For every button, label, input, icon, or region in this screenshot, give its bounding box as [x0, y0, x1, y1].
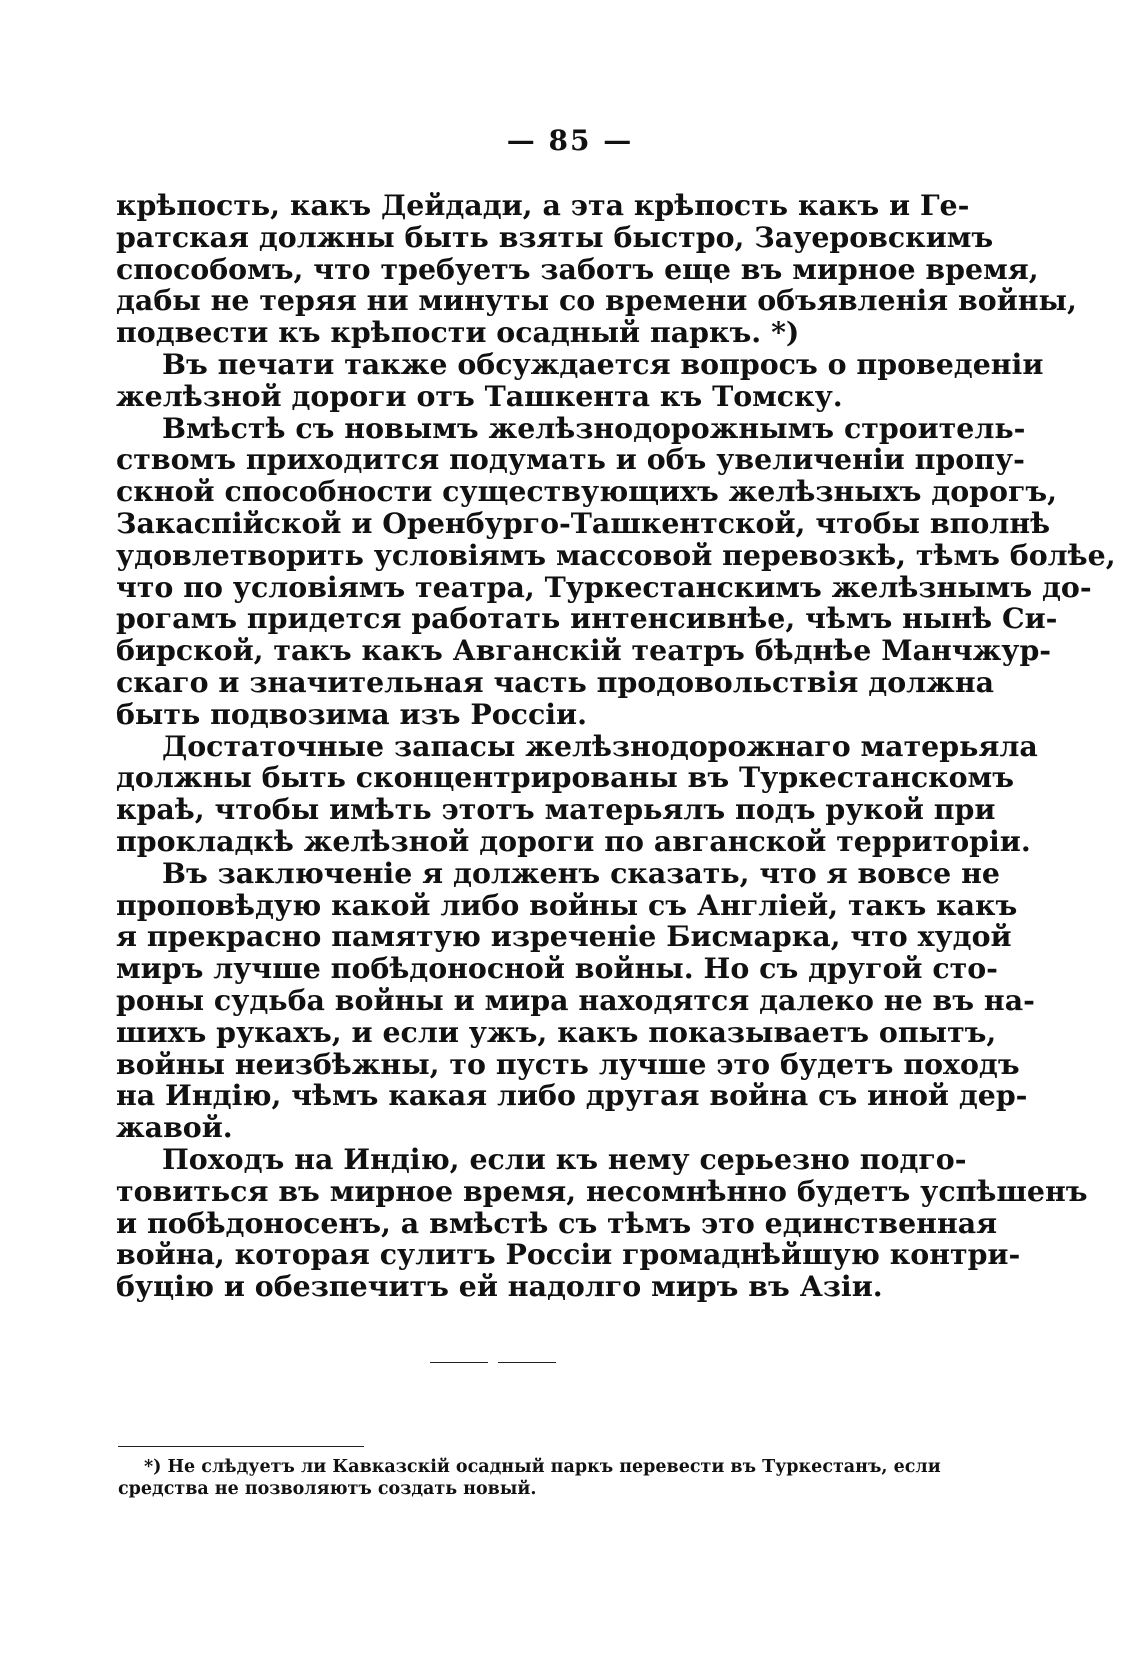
text-line: прокладкѣ желѣзной дороги по авганской территоріи. — [116, 823, 1031, 858]
paragraph-2 — [116, 346, 1044, 413]
text-line: Вмѣстѣ съ новымъ желѣзнодорожнымъ строитель- — [162, 410, 1026, 445]
paragraph-3 — [116, 410, 1116, 731]
text-line: проповѣдую какой либо войны съ Англіей, такъ какъ — [116, 887, 1018, 922]
text-line: бирской, такъ какъ Авганскій театръ бѣднѣе Манчжур- — [116, 633, 1052, 668]
text-line: желѣзной дороги отъ Ташкента къ Томску. — [116, 378, 843, 413]
text-line: что по условіямъ театра, Туркестанскимъ желѣзнымъ до- — [116, 569, 1092, 604]
text-line: скной способности существующихъ желѣзныхъ дорогъ, — [116, 474, 1058, 509]
text-line: быть подвозима изъ Россіи. — [116, 696, 587, 731]
text-line: удовлетворить условіямъ массовой перевозкѣ, тѣмъ болѣе, — [116, 537, 1116, 572]
text-line: буцію и обезпечитъ ей надолго миръ въ Азіи. — [116, 1269, 883, 1304]
text-line: Закаспійской и Оренбурго-Ташкентской, чтобы вполнѣ — [116, 505, 1051, 540]
text-line: на Индію, чѣмъ какая либо другая война съ иной дер- — [116, 1078, 1028, 1113]
text-line: миръ лучше побѣдоносной войны. Но съ другой сто- — [116, 951, 998, 986]
text-line: роны судьба войны и мира находятся далеко не въ на- — [116, 982, 1035, 1017]
paragraph-5 — [116, 855, 1035, 1145]
paragraph-4 — [116, 728, 1038, 858]
body-text — [116, 188, 1116, 1304]
page-number: — 85 — — [506, 124, 634, 157]
paragraph-6 — [116, 1141, 1088, 1304]
text-line: подвести къ крѣпости осадный паркъ. *) — [116, 315, 800, 350]
text-line: Въ заключеніе я долженъ сказать, что я вовсе не — [162, 855, 1000, 890]
text-line: ратская должны быть взяты быстро, Зауеровскимъ — [116, 219, 994, 254]
text-line: Походъ на Индію, если къ нему серьезно подго- — [162, 1141, 967, 1176]
paragraph-1 — [116, 188, 1077, 350]
text-line: товиться въ мирное время, несомнѣнно будетъ успѣшенъ — [116, 1173, 1088, 1208]
text-line: должны быть сконцентрированы въ Туркестанскомъ — [116, 760, 1014, 795]
text-line: шихъ рукахъ, и если ужъ, какъ показываетъ опытъ, — [116, 1014, 997, 1049]
text-line: крѣпость, какъ Дейдади, а эта крѣпость какъ и Ге- — [116, 188, 970, 222]
text-line: и побѣдоносенъ, а вмѣстѣ съ тѣмъ это единственная — [116, 1205, 998, 1240]
text-line: способомъ, что требуетъ заботъ еще въ мирное время, — [116, 251, 1039, 286]
footnote-line: *) Не слѣдуетъ ли Кавказскій осадный паркъ перевести въ Туркестанъ, если — [144, 1457, 941, 1477]
footnote — [118, 1456, 941, 1500]
section-separator — [430, 1362, 556, 1363]
text-line: война, которая сулитъ Россіи громаднѣйшую контри- — [116, 1237, 1021, 1272]
text-line: краѣ, чтобы имѣть этотъ матерьялъ подъ рукой при — [116, 792, 996, 827]
text-line: Достаточные запасы желѣзнодорожнаго матерьяла — [162, 728, 1038, 763]
text-line: войны неизбѣжны, то пусть лучше это будетъ походъ — [116, 1046, 1020, 1081]
text-line: скаго и значительная часть продовольствія должна — [116, 664, 995, 699]
text-line: дабы не теряя ни минуты со времени объявленія войны, — [116, 283, 1077, 318]
footnote-line: средства не позволяютъ создать новый. — [118, 1479, 537, 1499]
text-line: рогамъ придется работать интенсивнѣе, чѣмъ нынѣ Си- — [116, 601, 1058, 636]
text-line: Въ печати также обсуждается вопросъ о проведеніи — [162, 346, 1044, 381]
text-line: я прекрасно памятую изреченіе Бисмарка, что худой — [116, 919, 1012, 954]
footnote-rule — [118, 1446, 364, 1447]
text-line: жавой. — [116, 1110, 233, 1145]
text-line: ствомъ приходится подумать и объ увеличеніи пропу- — [116, 442, 1025, 477]
